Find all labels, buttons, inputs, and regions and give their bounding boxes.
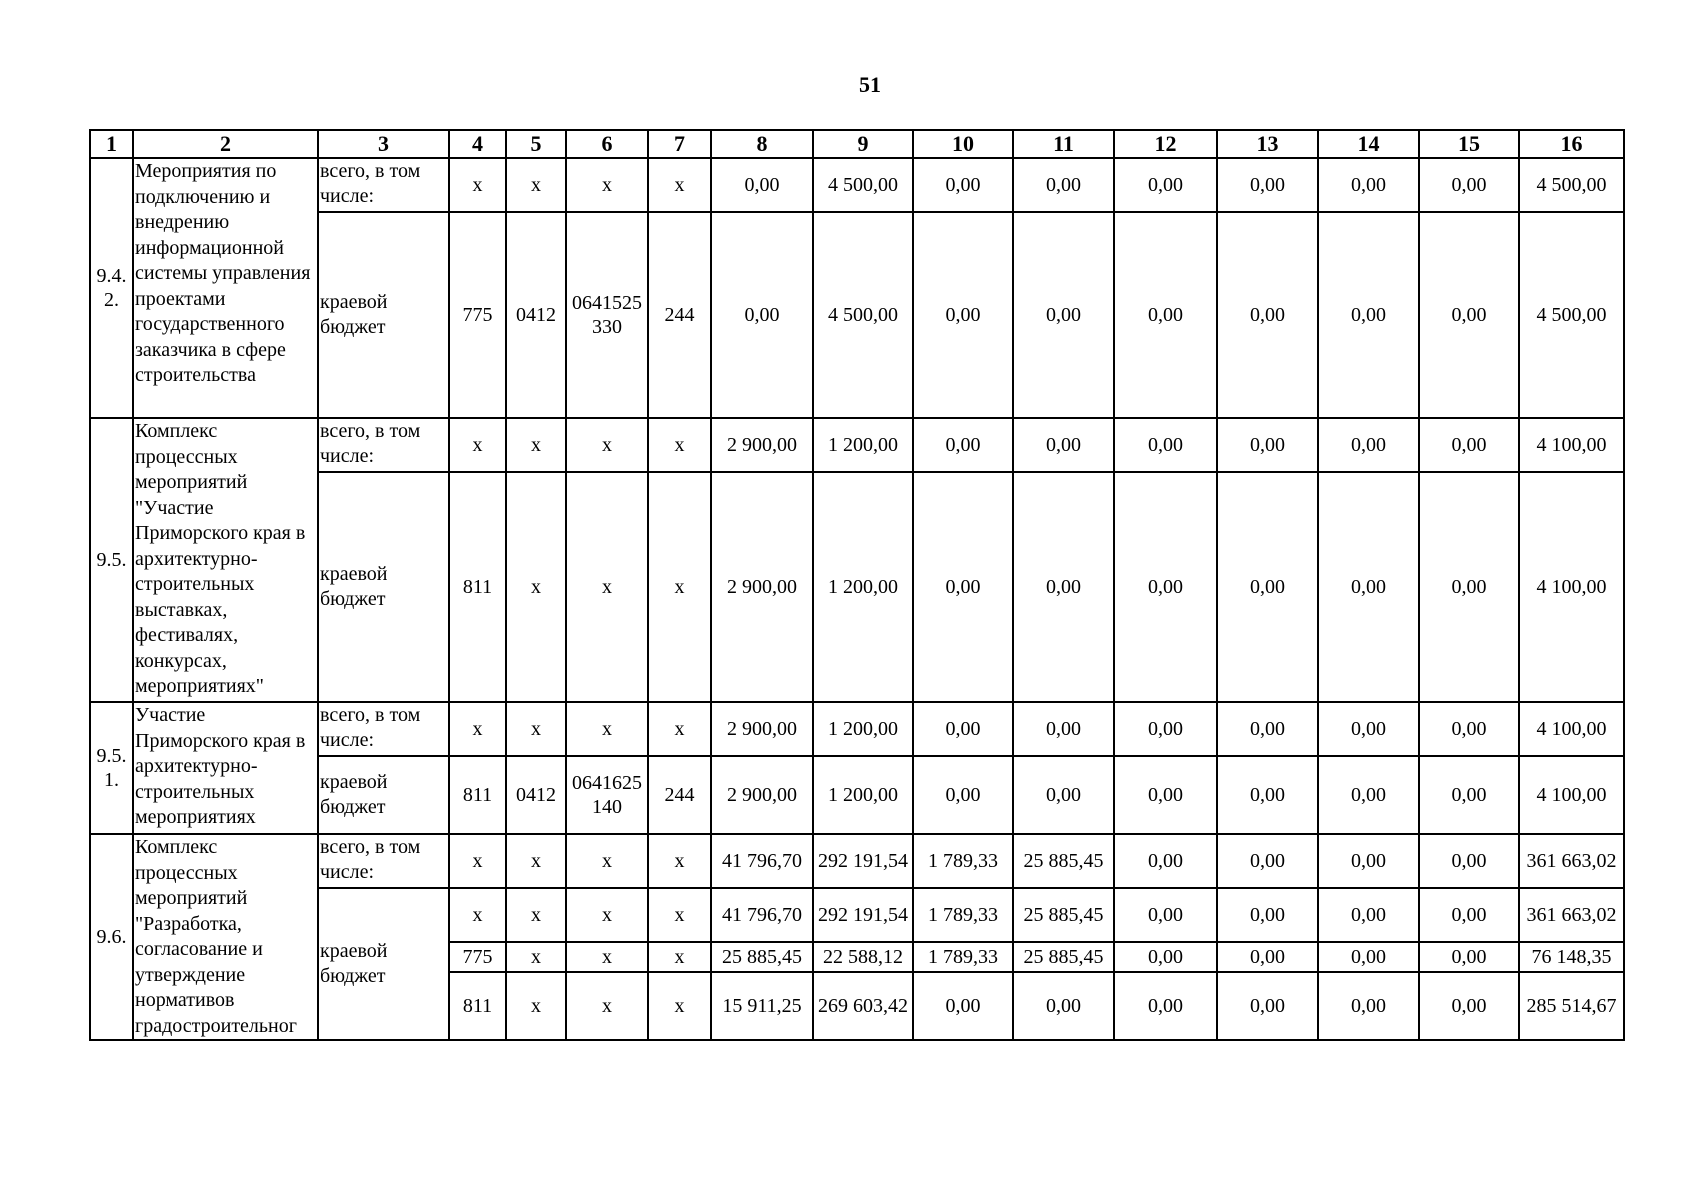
cell: x bbox=[566, 702, 648, 756]
header-cell: 3 bbox=[318, 130, 449, 158]
cell: x bbox=[506, 942, 566, 972]
cell: 0,00 bbox=[1217, 756, 1318, 834]
cell: 0,00 bbox=[913, 418, 1013, 472]
cell: 0,00 bbox=[1114, 756, 1217, 834]
cell: 4 500,00 bbox=[813, 158, 913, 212]
budget-table bbox=[89, 129, 1625, 1041]
cell: 15 911,25 bbox=[711, 972, 813, 1040]
cell: 0,00 bbox=[1419, 942, 1519, 972]
cell: 4 100,00 bbox=[1519, 418, 1624, 472]
header-cell: 1 bbox=[90, 130, 133, 158]
cell: 0,00 bbox=[1318, 472, 1419, 702]
cell: 0,00 bbox=[1114, 942, 1217, 972]
row-index: 9.5. 1. bbox=[90, 702, 133, 834]
cell: 0,00 bbox=[1217, 158, 1318, 212]
cell: x bbox=[449, 158, 506, 212]
cell: 2 900,00 bbox=[711, 418, 813, 472]
cell: 41 796,70 bbox=[711, 834, 813, 888]
cell: 0,00 bbox=[1419, 834, 1519, 888]
cell: 4 100,00 bbox=[1519, 702, 1624, 756]
funding-source: всего, в том числе: bbox=[318, 702, 449, 756]
header-row bbox=[90, 130, 1624, 158]
cell: 285 514,67 bbox=[1519, 972, 1624, 1040]
cell: 0,00 bbox=[1318, 158, 1419, 212]
cell: 0,00 bbox=[1217, 418, 1318, 472]
cell: x bbox=[648, 834, 711, 888]
cell: x bbox=[566, 418, 648, 472]
cell: 0,00 bbox=[1419, 472, 1519, 702]
cell: 0,00 bbox=[1114, 888, 1217, 942]
cell: x bbox=[648, 888, 711, 942]
funding-source: краевой бюджет bbox=[318, 212, 449, 418]
cell: x bbox=[506, 158, 566, 212]
cell: x bbox=[449, 418, 506, 472]
cell: 22 588,12 bbox=[813, 942, 913, 972]
cell: x bbox=[566, 888, 648, 942]
cell: 0,00 bbox=[1217, 212, 1318, 418]
cell: x bbox=[506, 418, 566, 472]
cell: 0,00 bbox=[1013, 972, 1114, 1040]
cell: 2 900,00 bbox=[711, 756, 813, 834]
cell: 0,00 bbox=[1318, 702, 1419, 756]
cell: 2 900,00 bbox=[711, 472, 813, 702]
cell: 0,00 bbox=[1114, 972, 1217, 1040]
cell: x bbox=[566, 942, 648, 972]
cell: x bbox=[648, 702, 711, 756]
cell: 0412 bbox=[506, 212, 566, 418]
cell: 0,00 bbox=[1419, 212, 1519, 418]
cell: 0,00 bbox=[1013, 472, 1114, 702]
cell: 0,00 bbox=[1013, 212, 1114, 418]
cell: 0,00 bbox=[1318, 972, 1419, 1040]
cell: 1 200,00 bbox=[813, 756, 913, 834]
cell: 775 bbox=[449, 942, 506, 972]
cell: 76 148,35 bbox=[1519, 942, 1624, 972]
cell: 0,00 bbox=[1318, 756, 1419, 834]
cell: 244 bbox=[648, 756, 711, 834]
header-cell: 9 bbox=[813, 130, 913, 158]
cell: 292 191,54 bbox=[813, 834, 913, 888]
funding-source: краевой бюджет bbox=[318, 888, 449, 1040]
cell: 775 bbox=[449, 212, 506, 418]
cell: 361 663,02 bbox=[1519, 834, 1624, 888]
cell: x bbox=[506, 888, 566, 942]
cell: 0641525330 bbox=[566, 212, 648, 418]
cell: 25 885,45 bbox=[1013, 888, 1114, 942]
cell: 4 500,00 bbox=[1519, 212, 1624, 418]
header-cell: 13 bbox=[1217, 130, 1318, 158]
cell: 0,00 bbox=[1217, 888, 1318, 942]
cell: 2 900,00 bbox=[711, 702, 813, 756]
row-index: 9.4. 2. bbox=[90, 158, 133, 418]
cell: x bbox=[449, 834, 506, 888]
cell: x bbox=[566, 834, 648, 888]
row-name: Участие Приморского края в архитектурно-строительных мероприятиях bbox=[133, 702, 318, 834]
cell: x bbox=[449, 888, 506, 942]
cell: 0,00 bbox=[1114, 418, 1217, 472]
header-cell: 14 bbox=[1318, 130, 1419, 158]
cell: 0,00 bbox=[711, 212, 813, 418]
table-row bbox=[90, 888, 1624, 942]
funding-source: всего, в том числе: bbox=[318, 158, 449, 212]
cell: 4 500,00 bbox=[813, 212, 913, 418]
row-name: Комплекс процессных мероприятий "Участие Приморского края в архитектурно-строительных выставках, фестивалях, конкурсах, мероприятиях" bbox=[133, 418, 318, 702]
cell: 269 603,42 bbox=[813, 972, 913, 1040]
cell: x bbox=[566, 472, 648, 702]
cell: 0,00 bbox=[913, 972, 1013, 1040]
header-cell: 16 bbox=[1519, 130, 1624, 158]
header-cell: 2 bbox=[133, 130, 318, 158]
header-cell: 12 bbox=[1114, 130, 1217, 158]
cell: x bbox=[648, 972, 711, 1040]
cell: 0,00 bbox=[1419, 158, 1519, 212]
cell: 0,00 bbox=[1318, 834, 1419, 888]
cell: 0,00 bbox=[1217, 834, 1318, 888]
cell: 0,00 bbox=[1217, 972, 1318, 1040]
cell: 244 bbox=[648, 212, 711, 418]
cell: 0,00 bbox=[1419, 972, 1519, 1040]
table-row bbox=[90, 834, 1624, 888]
cell: x bbox=[449, 702, 506, 756]
cell: x bbox=[648, 158, 711, 212]
cell: 1 200,00 bbox=[813, 702, 913, 756]
cell: 0,00 bbox=[913, 756, 1013, 834]
header-cell: 7 bbox=[648, 130, 711, 158]
funding-source: краевой бюджет bbox=[318, 756, 449, 834]
cell: 25 885,45 bbox=[1013, 942, 1114, 972]
cell: 4 100,00 bbox=[1519, 756, 1624, 834]
cell: 811 bbox=[449, 472, 506, 702]
cell: 0,00 bbox=[1114, 158, 1217, 212]
cell: 4 500,00 bbox=[1519, 158, 1624, 212]
header-cell: 6 bbox=[566, 130, 648, 158]
cell: x bbox=[648, 418, 711, 472]
cell: 0,00 bbox=[1217, 942, 1318, 972]
cell: x bbox=[506, 702, 566, 756]
cell: 811 bbox=[449, 972, 506, 1040]
cell: 0,00 bbox=[1013, 756, 1114, 834]
header-cell: 11 bbox=[1013, 130, 1114, 158]
cell: 292 191,54 bbox=[813, 888, 913, 942]
row-index: 9.6. bbox=[90, 834, 133, 1040]
cell: 1 200,00 bbox=[813, 472, 913, 702]
table-row bbox=[90, 756, 1624, 834]
cell: x bbox=[648, 472, 711, 702]
cell: 41 796,70 bbox=[711, 888, 813, 942]
cell: 25 885,45 bbox=[711, 942, 813, 972]
table-row bbox=[90, 702, 1624, 756]
cell: 0,00 bbox=[1419, 756, 1519, 834]
header-cell: 15 bbox=[1419, 130, 1519, 158]
cell: 0,00 bbox=[1318, 942, 1419, 972]
cell: x bbox=[506, 472, 566, 702]
cell: 361 663,02 bbox=[1519, 888, 1624, 942]
cell: 0641625140 bbox=[566, 756, 648, 834]
cell: x bbox=[506, 972, 566, 1040]
funding-source: всего, в том числе: bbox=[318, 834, 449, 888]
table-row bbox=[90, 472, 1624, 702]
table-row bbox=[90, 212, 1624, 418]
cell: 1 789,33 bbox=[913, 834, 1013, 888]
cell: 0,00 bbox=[1318, 212, 1419, 418]
cell: 0,00 bbox=[1114, 472, 1217, 702]
cell: 0,00 bbox=[711, 158, 813, 212]
cell: 0,00 bbox=[1013, 158, 1114, 212]
row-name: Комплекс процессных мероприятий "Разработка, согласование и утверждение нормативов градостроительног bbox=[133, 834, 318, 1040]
cell: 0,00 bbox=[1318, 418, 1419, 472]
cell: 0,00 bbox=[1013, 418, 1114, 472]
cell: x bbox=[506, 834, 566, 888]
cell: 0,00 bbox=[1318, 888, 1419, 942]
header-cell: 10 bbox=[913, 130, 1013, 158]
cell: 0,00 bbox=[913, 158, 1013, 212]
table-row bbox=[90, 158, 1624, 212]
cell: 1 200,00 bbox=[813, 418, 913, 472]
cell: 1 789,33 bbox=[913, 942, 1013, 972]
cell: x bbox=[566, 972, 648, 1040]
header-cell: 5 bbox=[506, 130, 566, 158]
page-number: 51 bbox=[859, 72, 881, 97]
header-cell: 4 bbox=[449, 130, 506, 158]
funding-source: краевой бюджет bbox=[318, 472, 449, 702]
cell: 0,00 bbox=[913, 472, 1013, 702]
cell: 0,00 bbox=[1419, 702, 1519, 756]
cell: x bbox=[566, 158, 648, 212]
funding-source: всего, в том числе: bbox=[318, 418, 449, 472]
row-name: Мероприятия по подключению и внедрению информационной системы управления проектами государственного заказчика в сфере строительства bbox=[133, 158, 318, 418]
header-cell: 8 bbox=[711, 130, 813, 158]
cell: 4 100,00 bbox=[1519, 472, 1624, 702]
cell: 0,00 bbox=[1114, 702, 1217, 756]
cell: 0,00 bbox=[1419, 418, 1519, 472]
cell: 0,00 bbox=[1217, 702, 1318, 756]
cell: 0,00 bbox=[913, 212, 1013, 418]
cell: 0,00 bbox=[1114, 212, 1217, 418]
cell: 25 885,45 bbox=[1013, 834, 1114, 888]
cell: 811 bbox=[449, 756, 506, 834]
cell: 0412 bbox=[506, 756, 566, 834]
cell: 0,00 bbox=[1013, 702, 1114, 756]
cell: 0,00 bbox=[1419, 888, 1519, 942]
cell: x bbox=[648, 942, 711, 972]
cell: 1 789,33 bbox=[913, 888, 1013, 942]
table-row bbox=[90, 418, 1624, 472]
cell: 0,00 bbox=[913, 702, 1013, 756]
row-index: 9.5. bbox=[90, 418, 133, 702]
cell: 0,00 bbox=[1114, 834, 1217, 888]
cell: 0,00 bbox=[1217, 472, 1318, 702]
